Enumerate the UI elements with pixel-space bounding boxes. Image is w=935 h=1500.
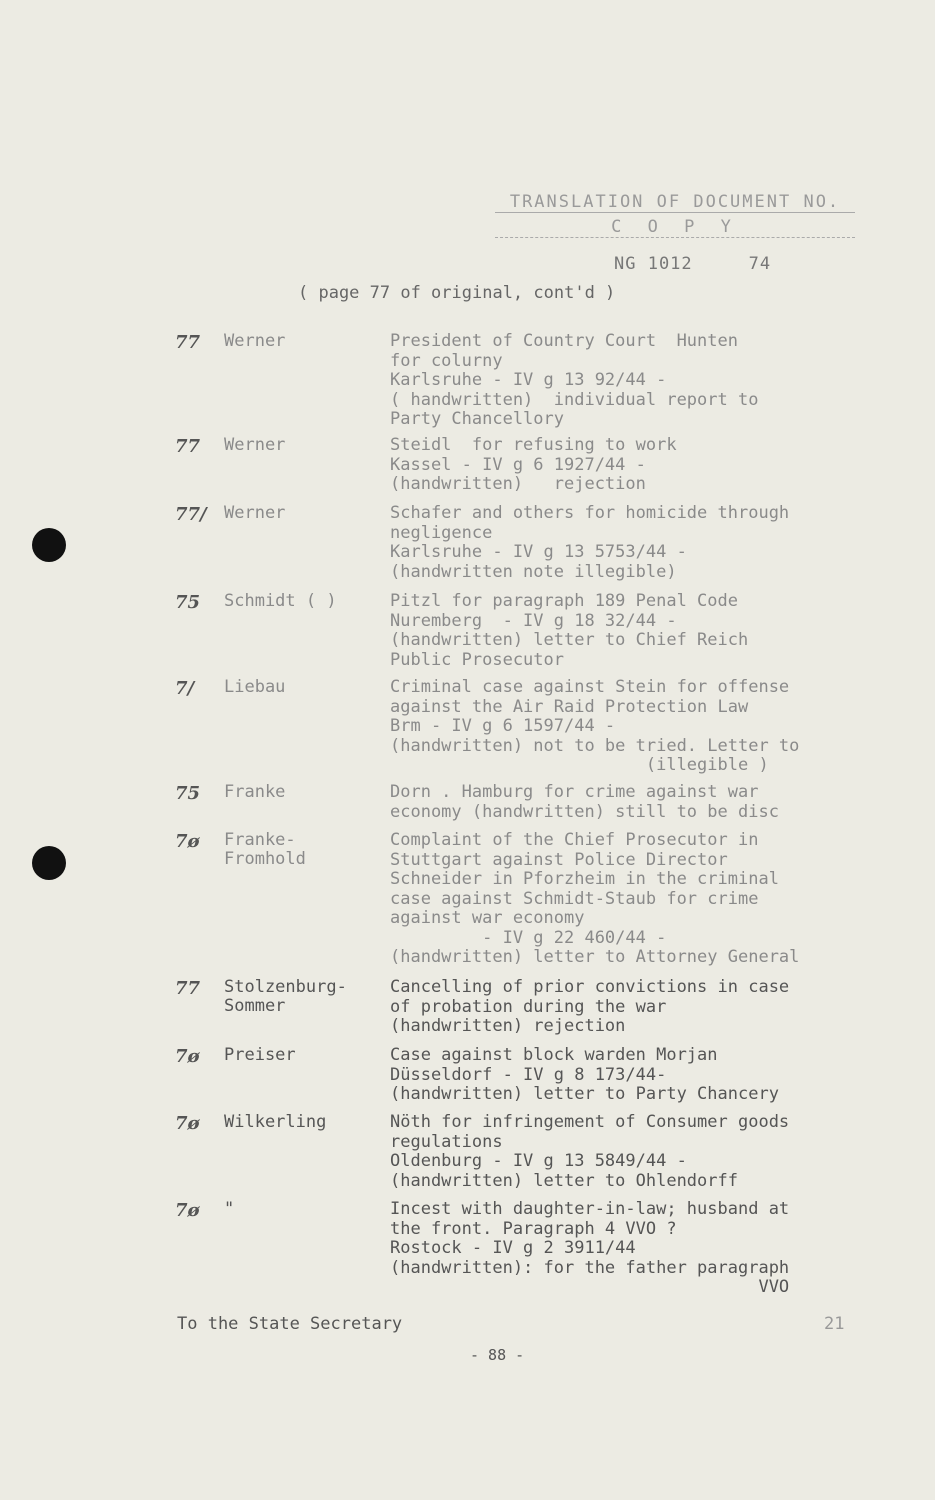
classification-line-1: TRANSLATION OF DOCUMENT NO. bbox=[495, 192, 855, 213]
case-line: Steidl for refusing to work bbox=[390, 435, 677, 455]
punch-hole-top bbox=[32, 528, 66, 562]
handwritten-mark: 77/ bbox=[175, 504, 207, 525]
case-line: Schneider in Pforzheim in the criminal bbox=[390, 869, 779, 889]
handwritten-mark: 7/ bbox=[175, 678, 195, 699]
footer-number: 21 bbox=[824, 1314, 845, 1334]
case-line: (handwritten) letter to Attorney General bbox=[390, 947, 800, 967]
case-description bbox=[390, 831, 855, 968]
official-name: Franke bbox=[224, 782, 286, 802]
case-line: Düsseldorf - IV g 8 173/44- bbox=[390, 1064, 667, 1085]
handwritten-mark: 7ø bbox=[175, 1046, 200, 1067]
case-line: Schafer and others for homicide through bbox=[390, 503, 790, 523]
case-description bbox=[390, 504, 855, 582]
handwritten-mark: 7ø bbox=[175, 1113, 200, 1134]
classification-line-2: C O P Y bbox=[495, 217, 855, 238]
case-line: against the Air Raid Protection Law bbox=[390, 696, 749, 717]
addressee: To the State Secretary bbox=[177, 1314, 403, 1334]
case-line: for colurny bbox=[390, 350, 503, 371]
case-line: Pitzl for paragraph 189 Penal Code bbox=[390, 591, 738, 611]
case-line: Cancelling of prior convictions in case bbox=[390, 977, 790, 997]
case-line: Rostock - IV g 2 3911/44 bbox=[390, 1238, 636, 1258]
handwritten-mark: 7ø bbox=[175, 831, 200, 852]
case-line: (handwritten) letter to Ohlendorff bbox=[390, 1170, 738, 1191]
case-line: regulations bbox=[390, 1131, 503, 1152]
punch-hole-bottom bbox=[32, 846, 66, 880]
case-line: Kassel - IV g 6 1927/44 - bbox=[390, 454, 646, 475]
case-line: Public Prosecutor bbox=[390, 649, 564, 670]
case-line: (handwritten) rejection bbox=[390, 1016, 626, 1036]
case-line: President of Country Court Hunten bbox=[390, 331, 738, 351]
official-name: Preiser bbox=[224, 1045, 296, 1065]
official-name: Werner bbox=[224, 503, 286, 523]
official-name: Stolzenburg- Sommer bbox=[224, 977, 347, 1016]
document-reference bbox=[614, 254, 771, 274]
classification-header bbox=[495, 192, 855, 238]
case-line: Stuttgart against Police Director bbox=[390, 849, 728, 870]
case-line: of probation during the war bbox=[390, 996, 667, 1017]
handwritten-mark: 75 bbox=[175, 783, 201, 804]
official-name: Werner bbox=[224, 435, 286, 455]
case-line: Nöth for infringement of Consumer goods bbox=[390, 1112, 790, 1132]
case-line: Party Chancellory bbox=[390, 409, 564, 429]
official-name: Liebau bbox=[224, 677, 286, 697]
case-description bbox=[390, 1113, 855, 1191]
case-description bbox=[390, 978, 855, 1037]
case-line: ( handwritten) individual report to bbox=[390, 389, 759, 410]
official-name: Werner bbox=[224, 331, 286, 351]
case-line: Nuremberg - IV g 18 32/44 - bbox=[390, 610, 677, 631]
case-line: Dorn . Hamburg for crime against war bbox=[390, 782, 759, 802]
case-line: (handwritten) letter to Party Chancery bbox=[390, 1084, 779, 1104]
case-line: (handwritten note illegible) bbox=[390, 561, 677, 582]
case-description bbox=[390, 436, 855, 495]
case-line: - IV g 22 460/44 - bbox=[390, 927, 667, 948]
case-line: Karlsruhe - IV g 13 92/44 - bbox=[390, 370, 667, 390]
case-line: (handwritten) letter to Chief Reich bbox=[390, 630, 749, 650]
case-line: (handwritten) not to be tried. Letter to bbox=[390, 735, 800, 756]
case-description bbox=[390, 332, 855, 430]
case-line: Case against block warden Morjan bbox=[390, 1045, 718, 1065]
case-description bbox=[390, 1046, 855, 1105]
case-line: Karlsruhe - IV g 13 5753/44 - bbox=[390, 542, 687, 562]
case-description bbox=[390, 678, 855, 776]
case-line: (handwritten): for the father paragraph bbox=[390, 1257, 790, 1278]
handwritten-mark: 77 bbox=[175, 436, 201, 457]
page-number: - 88 - bbox=[470, 1346, 525, 1364]
case-line: Criminal case against Stein for offense bbox=[390, 677, 790, 697]
case-description bbox=[390, 1200, 855, 1298]
case-line: Incest with daughter-in-law; husband at bbox=[390, 1199, 790, 1219]
official-name: " bbox=[224, 1199, 235, 1219]
handwritten-mark: 77 bbox=[175, 978, 201, 999]
document-number: NG 1012 bbox=[614, 254, 693, 274]
handwritten-mark: 75 bbox=[175, 592, 201, 613]
case-line: Complaint of the Chief Prosecutor in bbox=[390, 830, 759, 850]
case-line: against war economy bbox=[390, 908, 585, 928]
case-line: case against Schmidt-Staub for crime bbox=[390, 888, 759, 909]
case-line: Brm - IV g 6 1597/44 - bbox=[390, 716, 616, 736]
page-reference: 74 bbox=[748, 254, 772, 274]
case-line: economy (handwritten) still to be disc bbox=[390, 801, 779, 822]
handwritten-mark: 77 bbox=[175, 332, 201, 353]
case-line: (illegible ) bbox=[390, 755, 769, 775]
case-line: VVO bbox=[390, 1277, 790, 1297]
case-line: Oldenburg - IV g 13 5849/44 - bbox=[390, 1151, 687, 1171]
continuation-note: ( page 77 of original, cont'd ) bbox=[298, 283, 616, 303]
official-name: Franke- Fromhold bbox=[224, 830, 306, 869]
official-name: Schmidt ( ) bbox=[224, 591, 337, 611]
case-line: negligence bbox=[390, 522, 493, 543]
case-description bbox=[390, 783, 855, 822]
case-description bbox=[390, 592, 855, 670]
case-line: (handwritten) rejection bbox=[390, 474, 646, 494]
official-name: Wilkerling bbox=[224, 1112, 327, 1132]
case-line: the front. Paragraph 4 VVO ? bbox=[390, 1218, 677, 1239]
handwritten-mark: 7ø bbox=[175, 1200, 200, 1221]
